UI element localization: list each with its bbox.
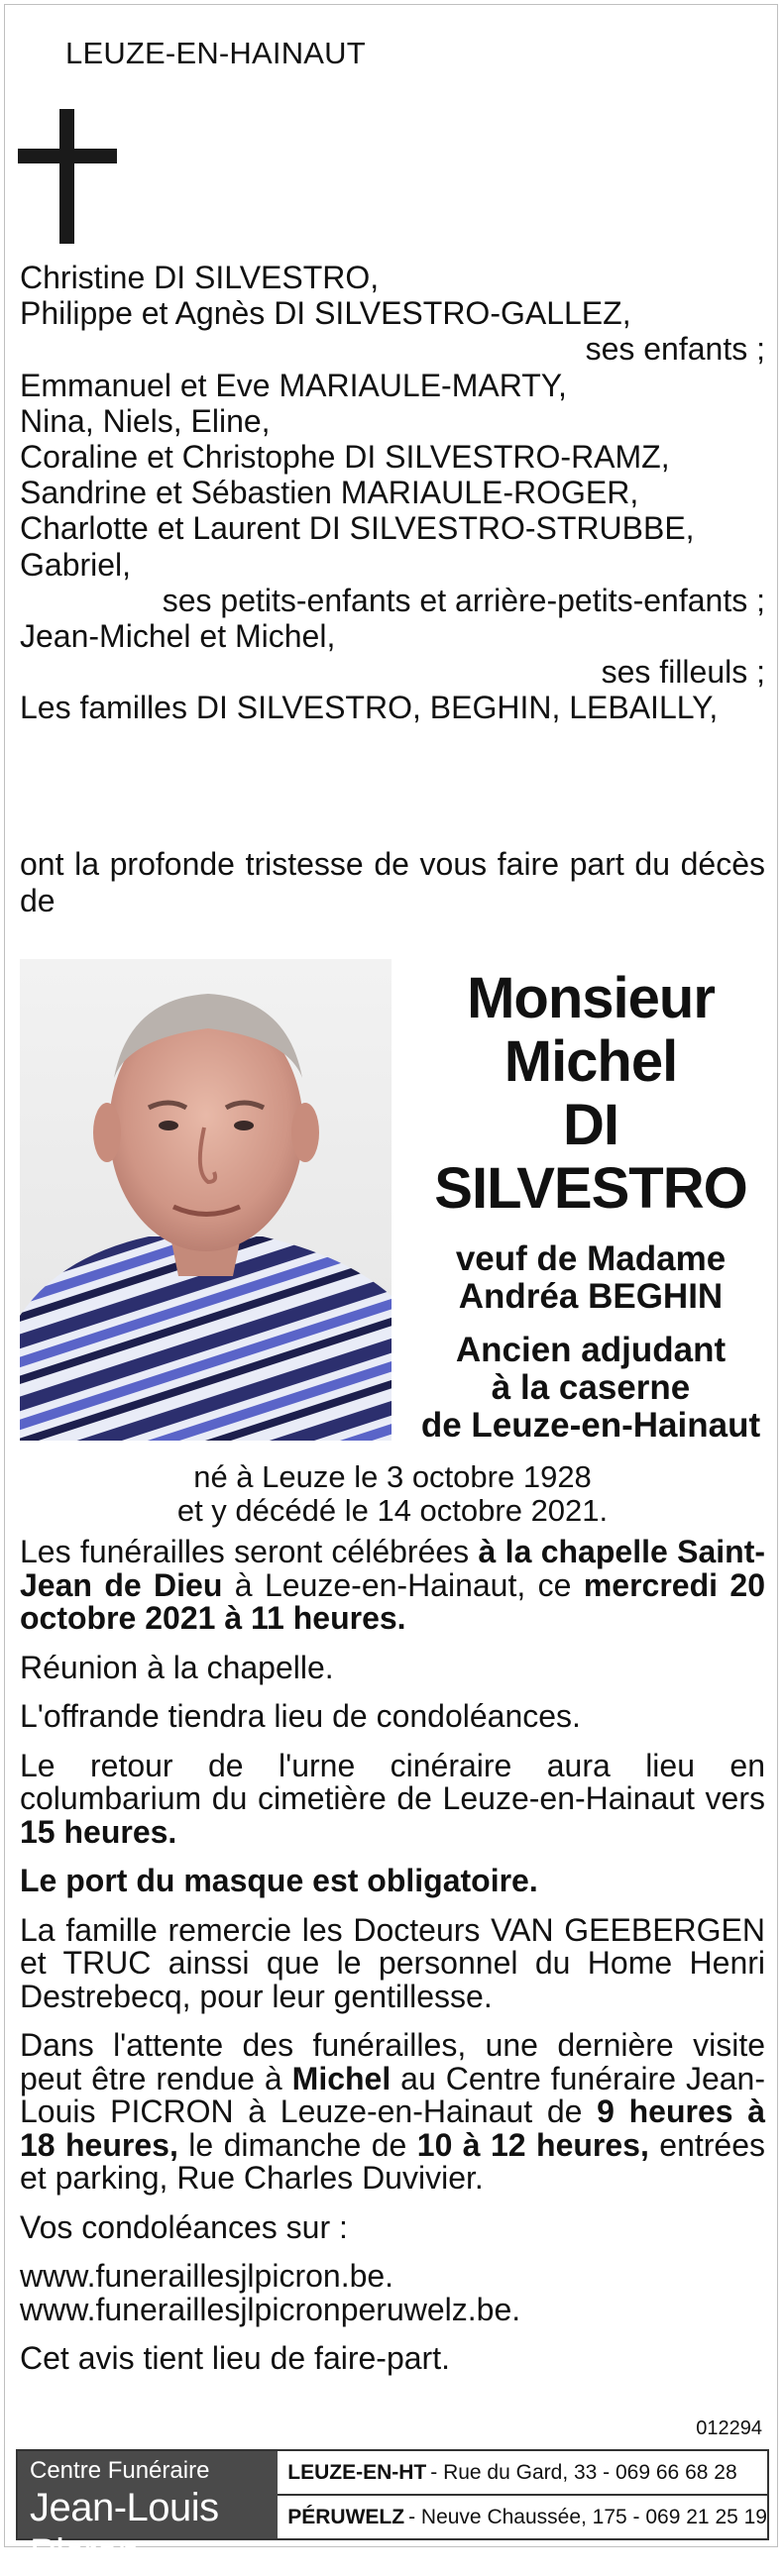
cross-icon bbox=[18, 109, 117, 244]
birth-date: né à Leuze le 3 octobre 1928 bbox=[193, 1459, 592, 1494]
funeral-home-footer bbox=[16, 2449, 769, 2575]
mask-paragraph: Le port du masque est obligatoire. bbox=[20, 1863, 538, 1898]
notice-paragraph: Cet avis tient lieu de faire-part. bbox=[20, 2340, 450, 2376]
visit-paragraph: Dans l'attente des funérailles, une dernière visite peut être rendue à Michel au Centre funéraire Jean-Louis PICRON à Leuze-en-Hainaut de 9 heures à 18 heures, le dimanche de 10 à 12 heures, entrées et parking, Rue Charles Duvivier. bbox=[20, 2027, 766, 2196]
widow-line-2: Andréa BEGHIN bbox=[458, 1277, 724, 1316]
reference-number: 012294 bbox=[696, 2417, 762, 2439]
announcement-body bbox=[20, 1536, 765, 2392]
role-line-1: Ancien adjudant bbox=[455, 1331, 727, 1369]
family-line: Coraline et Christophe DI SILVESTRO-RAMZ, bbox=[20, 439, 670, 476]
urn-paragraph: Le retour de l'urne cinéraire aura lieu en columbarium du cimetière de Leuze-en-Hainaut vers 15 heures. bbox=[20, 1747, 765, 1850]
family-line: Jean-Michel et Michel, bbox=[20, 618, 336, 655]
widow-line-1: veuf de Madame bbox=[455, 1239, 727, 1278]
family-line: Gabriel, bbox=[20, 546, 132, 583]
family-line: ses petits-enfants et arrière-petits-enfants ; bbox=[162, 582, 765, 618]
offering-paragraph: L'offrande tiendra lieu de condoléances. bbox=[20, 1698, 581, 1734]
family-line: Emmanuel et Eve MARIAULE-MARTY, bbox=[20, 367, 567, 403]
condolences-paragraph: Vos condoléances sur : bbox=[20, 2208, 348, 2245]
portrait-photo bbox=[20, 959, 392, 1441]
brand-line-1: Centre Funéraire bbox=[30, 2457, 210, 2484]
brand-line-2: Jean-Louis Picron bbox=[30, 2486, 219, 2575]
deceased-last-name: DI SILVESTRO bbox=[434, 1093, 747, 1221]
family-line: Nina, Niels, Eline, bbox=[20, 402, 271, 439]
deceased-first-name: Michel bbox=[504, 1029, 678, 1094]
role-line-2: à la caserne bbox=[491, 1368, 691, 1407]
family-line: Christine DI SILVESTRO, bbox=[20, 260, 380, 295]
family-list bbox=[20, 260, 765, 726]
funeral-home-locations bbox=[278, 2451, 767, 2538]
locality-heading: LEUZE-EN-HAINAUT bbox=[65, 36, 366, 70]
location-peruwelz: PÉRUWELZ - Neuve Chaussée, 175 - 069 21 25 19 bbox=[287, 2505, 767, 2528]
deceased-title: Monsieur bbox=[467, 966, 715, 1030]
life-dates bbox=[20, 1460, 765, 1528]
family-line: Sandrine et Sébastien MARIAULE-ROGER, bbox=[20, 475, 639, 511]
family-line: Les familles DI SILVESTRO, BEGHIN, LEBAILLY, bbox=[20, 690, 719, 726]
family-line: ses filleuls ; bbox=[601, 654, 765, 691]
meeting-paragraph: Réunion à la chapelle. bbox=[20, 1649, 334, 1685]
family-line: Philippe et Agnès DI SILVESTRO-GALLEZ, bbox=[20, 295, 631, 332]
deceased-name-block bbox=[416, 967, 765, 1445]
thanks-paragraph: La famille remercie les Docteurs VAN GEEBERGEN et TRUC ainssi que le personnel du Home Henri Destrebecq, pour leur gentillesse. bbox=[20, 1911, 765, 2014]
condolences-url-1[interactable]: www.funeraillesjlpicron.be. bbox=[20, 2258, 394, 2294]
death-date: et y décédé le 14 octobre 2021. bbox=[176, 1493, 609, 1528]
funeral-home-brand bbox=[18, 2451, 278, 2575]
condolences-url-2[interactable]: www.funeraillesjlpicronperuwelz.be. bbox=[20, 2291, 521, 2327]
family-line: ses enfants ; bbox=[585, 331, 765, 368]
funeral-paragraph: Les funérailles seront célébrées à la chapelle Saint-Jean de Dieu à Leuze-en-Hainaut, ce mercredi 20 octobre 2021 à 11 heures. bbox=[20, 1534, 766, 1636]
intro-text: ont la profonde tristesse de vous faire part du décès de bbox=[20, 846, 765, 918]
location-leuze: LEUZE-EN-HT - Rue du Gard, 33 - 069 66 68 28 bbox=[278, 2451, 767, 2496]
family-line: Charlotte et Laurent DI SILVESTRO-STRUBBE, bbox=[20, 510, 695, 547]
role-line-3: de Leuze-en-Hainaut bbox=[420, 1406, 761, 1445]
